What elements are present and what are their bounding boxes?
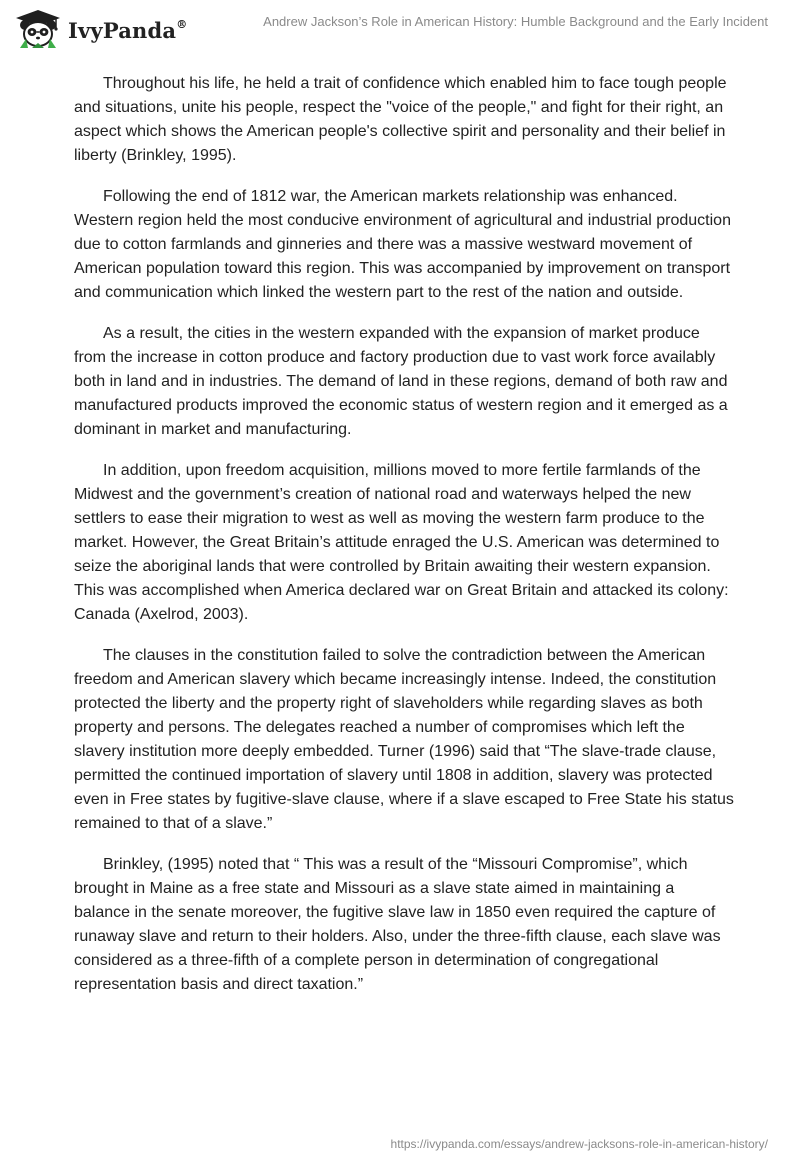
essay-body bbox=[74, 72, 734, 1014]
brand-name: IvyPanda® bbox=[68, 17, 188, 43]
source-url[interactable]: https://ivypanda.com/essays/andrew-jacksons-role-in-american-history/ bbox=[390, 1137, 768, 1151]
document-title: Andrew Jackson’s Role in American History: Humble Background and the Early Incident bbox=[263, 14, 768, 29]
page-header bbox=[0, 0, 800, 60]
paragraph: Throughout his life, he held a trait of confidence which enabled him to face tough people and situations, unite his people, respect the "voice of the people," and fight for their right, an aspect which shows the American people's collective spirit and personality and their belief in liberty (Brinkley, 1995). bbox=[74, 75, 727, 164]
paragraph: Brinkley, (1995) noted that “ This was a result of the “Missouri Compromise”, which brought in Maine as a free state and Missouri as a slave state aimed in maintaining a balance in the senate moreover, the fugitive slave law in 1850 even required the capture of runaway slave and return to their holders. Also, under the three-fifth clause, each slave was considered as a three-fifth of a complete person in determination of congregational representation basis and direct taxation.” bbox=[74, 856, 721, 993]
paragraph: Following the end of 1812 war, the American markets relationship was enhanced. Western region held the most conducive environment of agricultural and industrial production due to cotton farmlands and ginneries and there was a massive westward movement of American population toward this region. This was accompanied by improvement on transport and communication which linked the western part to the rest of the nation and outside. bbox=[74, 188, 731, 301]
brand-logo[interactable] bbox=[14, 8, 187, 50]
paragraph: The clauses in the constitution failed to solve the contradiction between the American freedom and American slavery which became increasingly intense. Indeed, the constitution protected the liberty and the property right of slaveholders while regarding slaves as both property and persons. The delegates reached a number of compromises which left the slavery institution more deeply embedded. Turner (1996) said that “The slave-trade clause, permitted the continued importation of slavery until 1808 in addition, slavery was protected even in Free states by fugitive-slave clause, where if a slave escaped to Free State his status remained to that of a slave.” bbox=[74, 647, 734, 832]
paragraph: As a result, the cities in the western expanded with the expansion of market produce from the increase in cotton produce and factory production due to vast work force availably both in land and in industries. The demand of land in these regions, demand of both raw and manufactured products improved the economic status of western region and it emerged as a dominant in market and manufacturing. bbox=[74, 325, 728, 438]
paragraph: In addition, upon freedom acquisition, millions moved to more fertile farmlands of the Midwest and the government’s creation of national road and waterways helped the new settlers to ease their migration to west as well as moving the western farm produce to the market. However, the Great Britain’s attitude enraged the U.S. American was determined to seize the aboriginal lands that were controlled by Britain awaiting their western expansion. This was accomplished when America declared war on Great Britain and attacked its colony: Canada (Axelrod, 2003). bbox=[74, 462, 729, 623]
registered-mark: ® bbox=[176, 17, 188, 31]
panda-graduate-icon bbox=[14, 8, 62, 50]
